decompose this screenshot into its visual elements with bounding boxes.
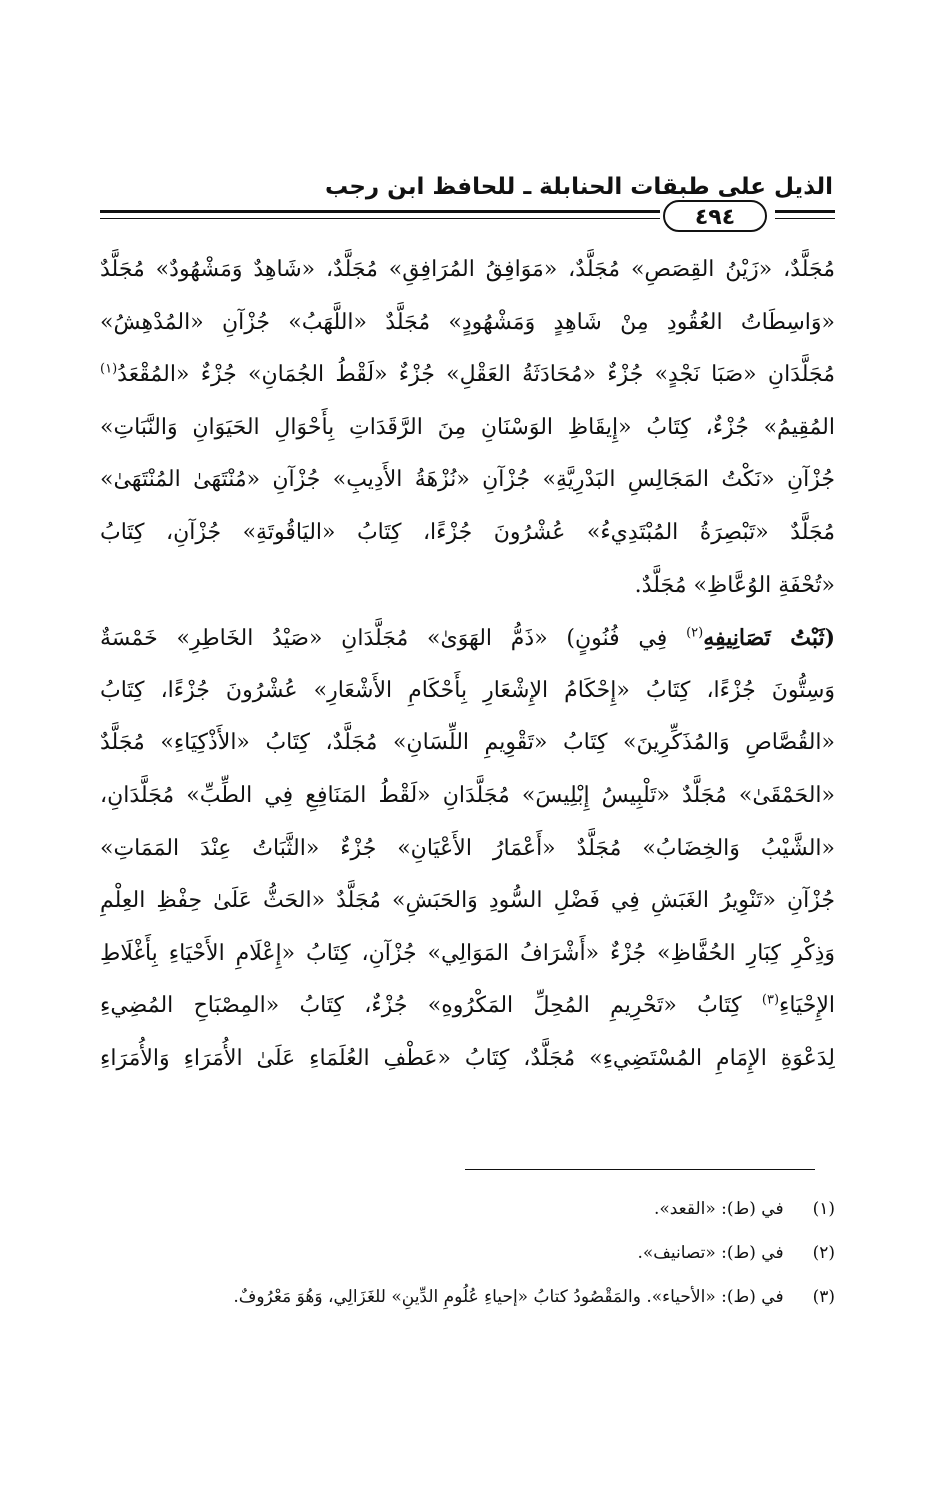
footnote-text: في (ط): «تصانيف». [637,1243,784,1263]
text-line-1: مُجَلَّدٌ، «زَيْنُ القِصَصِ» مُجَلَّدٌ، «مَوَافِقُ المُرَافِقِ» مُجَلَّدٌ، «شَاهِدٌ وَمَشْهُودٌ» مُجَلَّدٌ [100,257,835,282]
footnote-number: (٣) [812,1287,835,1307]
text-line-11: «الحَمْقَىٰ» مُجَلَّدٌ «تَلْبِيسُ إِبْلِيسَ» مُجَلَّدَانِ «لَقْطُ المَنَافِعِ فِي الطِّبِّ» مُجَلَّدَانِ، [100,782,835,808]
footnote-text: في (ط): «القعد». [653,1199,784,1219]
text-line-15-content: كِتَابُ «تَحْرِيمِ المُحِلِّ المَكْرُوهِ» جُزْءٌ، كِتَابُ «المِصْبَاحِ المُضِيءِ [100,993,742,1019]
text-line-7: «تُحْفَةِ الوُعَّاظِ» مُجَلَّدٌ. [634,572,835,598]
text-line-14: وَذِكْرِ كِبَارِ الحُفَّاظِ» جُزْءٌ «أَشْرَافُ المَوَالِي» جُزْآنِ، كِتَابُ «إِعْلَامِ الأَحْيَاءِ بِأَغْلَاطِ [100,940,835,966]
text-line-10: «القُصَّاصِ وَالمُذَكِّرِينَ» كِتَابُ «تَقْوِيمِ اللِّسَانِ» مُجَلَّدٌ، كِتَابُ «الأَذْكِيَاءِ» مُجَلَّدٌ [100,730,835,756]
header-rule-thick-right [775,210,835,213]
text-line-4: المُقِيمُ» جُزْءٌ، كِتَابُ «إِيقَاظِ الوَسْنَانِ مِنَ الرَّقَدَاتِ بِأَحْوَالِ الحَيَوَانِ وَالنَّبَاتِ» [100,414,835,440]
footnote-marker-1[interactable]: (١) [100,361,118,377]
header-rule-thin-left [100,218,660,219]
footnote-separator [465,1169,815,1170]
text-line-13: جُزْآنِ «تَنْوِيرُ الغَبَشِ فِي فَضْلِ السُّودِ وَالحَبَشِ» مُجَلَّدٌ «الحَثُّ عَلَىٰ حِفْظِ العِلْمِ [100,888,835,914]
text-line-5: جُزْآنِ «نَكْتُ المَجَالِسِ البَدْرِيَّةِ» جُزْآنِ «نُزْهَةُ الأَدِيبِ» جُزْآنِ «مُنْتَهَىٰ المُنْتَهَىٰ» [100,467,835,493]
text-line-15-start: الإِحْيَاءِ [779,993,835,1019]
text-line-6: مُجَلَّدٌ «تَبْصِرَةُ المُبْتَدِيءُ» عُشْرُونَ جُزْءًا، كِتَابُ «اليَاقُوتَةِ» جُزْآنِ، كِتَابُ [100,519,835,545]
text-line-9: وَسِتُّونَ جُزْءًا، كِتَابُ «إِحْكَامُ الإِشْعَارِ بِأَحْكَامِ الأَشْعَارِ» عُشْرُونَ جُزْءًا، كِتَابُ [100,677,835,703]
text-line-3-content: مُجَلَّدَانِ «صَبَا نَجْدٍ» جُزْءٌ «مُحَادَثَةُ العَقْلِ» جُزْءٌ «لَقْطُ الجُمَانِ» جُزْءٌ «المُقْعَدُ [117,362,835,388]
text-line-8-content: فِي فُنُونٍ) «ذَمُّ الهَوَىٰ» مُجَلَّدَانِ «صَيْدُ الخَاطِرِ» خَمْسَةٌ [100,626,668,652]
text-line-16: لِدَعْوَةِ الإِمَامِ المُسْتَضِيءِ» مُجَلَّدٌ، كِتَابُ «عَطْفِ العُلَمَاءِ عَلَىٰ الأُمَرَاءِ وَالأُمَرَاءِ [100,1045,835,1071]
running-title: الذيل على طبقات الحنابلة ـ للحافظ ابن رجب [324,174,833,200]
footnote-text: في (ط): «الأحياء». والمَقْصُودُ كتابُ «إحياءِ عُلُومِ الدِّينِ» للغَزَالِي، وَهُوَ مَعْرُوفٌ. [233,1287,784,1307]
text-line-2: «وَاسِطَاتُ العُقُودِ مِنْ شَاهِدٍ وَمَشْهُودٍ» مُجَلَّدٌ «اللَّهَبُ» جُزْآنِ «المُدْهِشُ» [100,309,835,335]
footnotes [100,1187,835,1319]
footnote-2 [100,1231,835,1275]
footnote-number: (٢) [812,1243,835,1263]
text-line-15 [100,980,835,1033]
footnote-1 [100,1187,835,1231]
footnote-marker-2[interactable]: (٢) [686,625,704,641]
main-text [100,244,835,1086]
footnote-3 [100,1275,835,1319]
footnote-marker-3[interactable]: (٣) [761,992,780,1008]
text-line-8 [100,612,835,665]
section-heading: (ثَبْتُ تَصَانِيفِهِ [703,625,835,652]
header-rule-thick-left [100,210,660,213]
text-line-12: «الشَّيْبُ وَالخِضَابُ» مُجَلَّدٌ «أَعْمَارُ الأَعْيَانِ» جُزْءٌ «الثَّبَاتُ عِنْدَ المَمَاتِ» [100,835,835,861]
text-line-3 [100,349,835,402]
header-rule-thin-right [775,218,835,219]
page-number: ٤٩٤ [663,200,767,232]
header-rule [100,206,835,230]
footnote-number: (١) [812,1199,835,1219]
